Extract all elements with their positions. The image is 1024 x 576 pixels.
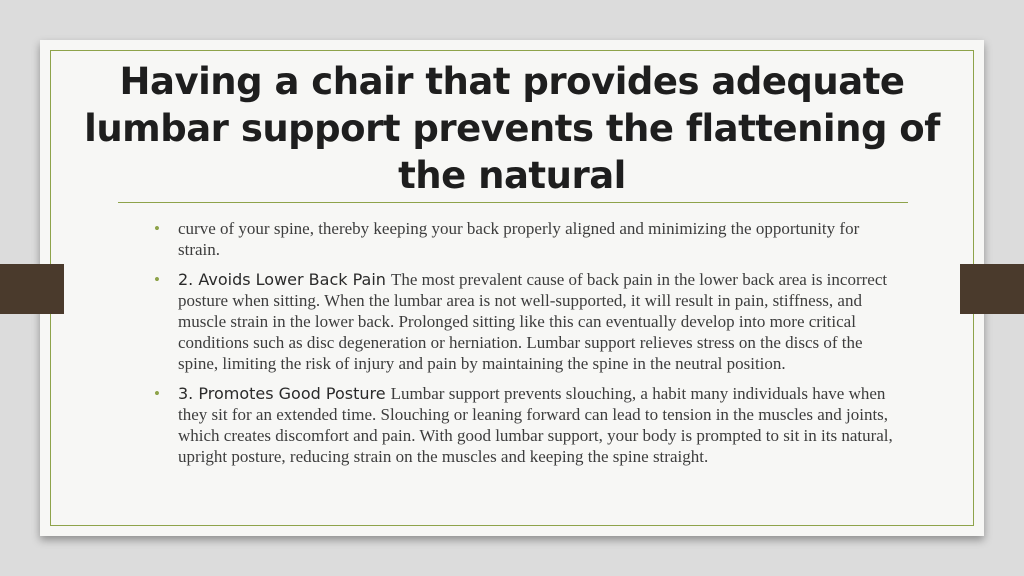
bullet-icon: •	[154, 270, 160, 289]
bullet-list	[152, 218, 904, 476]
bullet-text: Lumbar support prevents slouching, a habit many individuals have when they sit for an extended time. Slouching or leaning forward can lead to tension in the muscles and joints, which creates discomfort and pain. With good lumbar support, your body is prompted to sit in its natural, upright posture, reducing strain on the muscles and keeping the spine straight.	[178, 384, 893, 466]
bullet-text: curve of your spine, thereby keeping your back properly aligned and minimizing the opportunity for strain.	[178, 219, 860, 259]
bullet-lead: 2. Avoids Lower Back Pain	[178, 270, 391, 289]
title-divider	[118, 202, 908, 203]
slide-title: Having a chair that provides adequate lumbar support prevents the flattening of the natural	[84, 60, 940, 197]
bullet-icon: •	[154, 219, 160, 238]
bullet-lead: 3. Promotes Good Posture	[178, 384, 391, 403]
left-tab-decoration	[0, 264, 64, 314]
bullet-icon: •	[154, 384, 160, 403]
bullet-item	[152, 383, 904, 467]
bullet-item	[152, 218, 904, 260]
bullet-text: The most prevalent cause of back pain in the lower back area is incorrect posture when sitting. When the lumbar area is not well-supported, it will result in pain, stiffness, and muscle strain in the lower back. Prolonged sitting like this can eventually develop into more critical conditions such as disc degeneration or herniation. Lumbar support relieves stress on the discs of the spine, limiting the risk of injury and pain by maintaining the spine in the neutral position.	[178, 270, 888, 373]
bullet-item	[152, 269, 904, 374]
right-tab-decoration	[960, 264, 1024, 314]
